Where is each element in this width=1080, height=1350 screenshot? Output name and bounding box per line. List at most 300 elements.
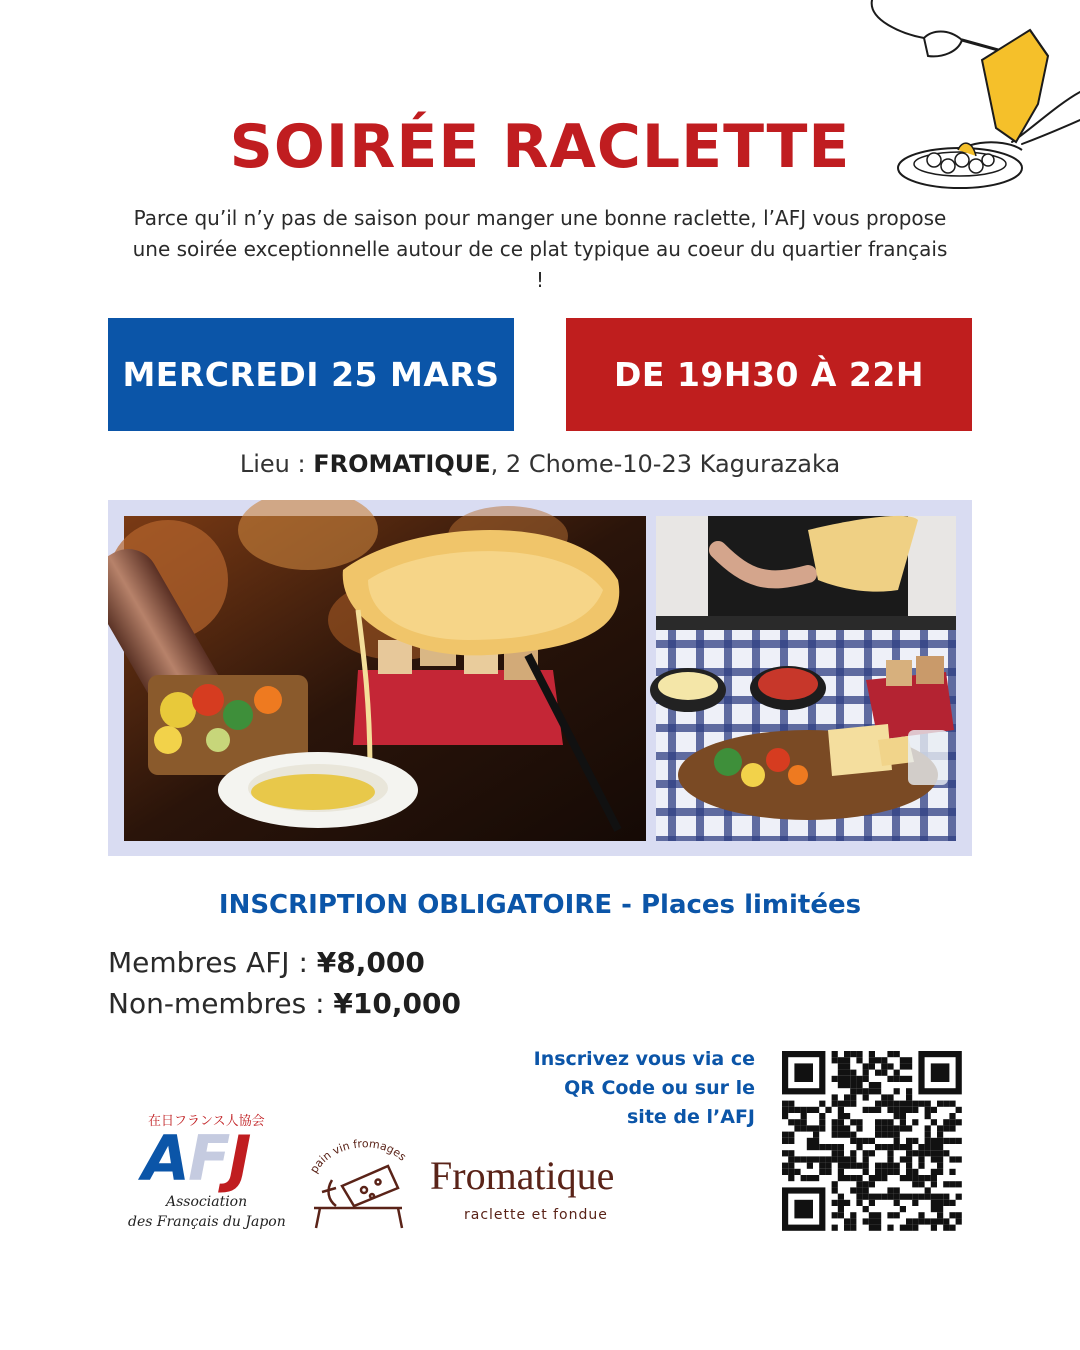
qr-module	[850, 1088, 856, 1094]
qr-module	[887, 1119, 893, 1125]
qr-module	[894, 1107, 900, 1113]
qr-module	[782, 1107, 788, 1113]
raclette-photo-table	[650, 516, 956, 841]
qr-module	[906, 1138, 912, 1144]
qr-module	[850, 1163, 856, 1169]
qr-module	[875, 1119, 881, 1125]
qr-module	[869, 1175, 875, 1181]
qr-module	[900, 1057, 906, 1063]
qr-module	[906, 1125, 912, 1131]
qr-finder-pattern	[794, 1063, 813, 1082]
qr-module	[869, 1107, 875, 1113]
qr-module	[850, 1156, 856, 1162]
qr-module	[850, 1119, 856, 1125]
qr-module	[844, 1082, 850, 1088]
qr-module	[782, 1169, 788, 1175]
qr-module	[838, 1063, 844, 1069]
time-text: DE 19H30 À 22H	[614, 355, 924, 394]
qr-module	[906, 1169, 912, 1175]
qr-module	[807, 1107, 813, 1113]
qr-module	[788, 1138, 794, 1144]
date-block	[108, 318, 514, 431]
afj-logo-japanese: 在日フランス人協会	[148, 1114, 265, 1129]
qr-module	[894, 1113, 900, 1119]
qr-module	[887, 1051, 893, 1057]
qr-module	[937, 1125, 943, 1131]
qr-module	[875, 1088, 881, 1094]
photo-collage	[108, 500, 972, 856]
qr-module	[900, 1119, 906, 1125]
qr-module	[894, 1163, 900, 1169]
qr-module	[894, 1138, 900, 1144]
qr-module	[838, 1076, 844, 1082]
qr-module	[850, 1094, 856, 1100]
qr-module	[956, 1138, 962, 1144]
qr-module	[900, 1225, 906, 1231]
qr-module	[931, 1194, 937, 1200]
qr-module	[807, 1156, 813, 1162]
qr-module	[894, 1051, 900, 1057]
qr-module	[832, 1076, 838, 1082]
qr-text-line2: QR Code ou sur le	[564, 1077, 755, 1099]
qr-module	[869, 1057, 875, 1063]
qr-module	[943, 1101, 949, 1107]
qr-module	[794, 1156, 800, 1162]
event-intro: Parce qu’il n’y pas de saison pour manger une bonne raclette, l’AFJ vous propose une soirée exceptionnelle autour de ce plat typique au coeur du quartier français !	[132, 206, 948, 292]
qr-module	[788, 1175, 794, 1181]
qr-module	[875, 1125, 881, 1131]
qr-module	[937, 1144, 943, 1150]
qr-module	[832, 1101, 838, 1107]
qr-module	[931, 1156, 937, 1162]
price-members-label: Membres AFJ :	[108, 946, 317, 979]
qr-module	[782, 1101, 788, 1107]
qr-module	[856, 1181, 862, 1187]
qr-module	[894, 1194, 900, 1200]
qr-module	[900, 1063, 906, 1069]
qr-module	[956, 1119, 962, 1125]
qr-module	[838, 1070, 844, 1076]
qr-module	[906, 1163, 912, 1169]
qr-module	[900, 1076, 906, 1082]
qr-module	[931, 1144, 937, 1150]
qr-module	[813, 1107, 819, 1113]
qr-module	[900, 1107, 906, 1113]
qr-module	[900, 1175, 906, 1181]
qr-module	[875, 1212, 881, 1218]
qr-module	[912, 1119, 918, 1125]
event-title: SOIRÉE RACLETTE	[229, 112, 851, 182]
qr-module	[875, 1070, 881, 1076]
qr-module	[844, 1070, 850, 1076]
qr-module	[832, 1225, 838, 1231]
qr-module	[912, 1200, 918, 1206]
qr-module	[931, 1150, 937, 1156]
qr-module	[782, 1113, 788, 1119]
qr-module	[844, 1063, 850, 1069]
qr-module	[801, 1125, 807, 1131]
qr-module	[832, 1119, 838, 1125]
qr-module	[850, 1150, 856, 1156]
afj-logo	[122, 1108, 292, 1238]
qr-module	[918, 1101, 924, 1107]
qr-module	[819, 1119, 825, 1125]
qr-module	[838, 1132, 844, 1138]
qr-module	[838, 1119, 844, 1125]
qr-module	[943, 1194, 949, 1200]
qr-text-line1: Inscrivez vous via ce	[533, 1048, 755, 1070]
qr-module	[838, 1057, 844, 1063]
qr-module	[881, 1063, 887, 1069]
qr-module	[819, 1169, 825, 1175]
qr-module	[906, 1144, 912, 1150]
price-non-members-label: Non-membres :	[108, 987, 334, 1020]
qr-module	[881, 1101, 887, 1107]
afj-logo-letters	[142, 1122, 249, 1195]
qr-module	[788, 1107, 794, 1113]
time-block	[566, 318, 972, 431]
qr-module	[887, 1212, 893, 1218]
qr-module	[838, 1125, 844, 1131]
qr-module	[943, 1150, 949, 1156]
qr-module	[949, 1113, 955, 1119]
qr-module	[894, 1200, 900, 1206]
qr-module	[869, 1088, 875, 1094]
qr-module	[943, 1138, 949, 1144]
qr-module	[906, 1057, 912, 1063]
qr-module	[850, 1187, 856, 1193]
qr-module	[912, 1138, 918, 1144]
qr-module	[869, 1138, 875, 1144]
qr-module	[875, 1194, 881, 1200]
qr-module	[863, 1194, 869, 1200]
qr-module	[881, 1163, 887, 1169]
qr-text-line3: site de l’AFJ	[627, 1106, 755, 1128]
qr-module	[863, 1181, 869, 1187]
qr-module	[869, 1194, 875, 1200]
qr-module	[918, 1218, 924, 1224]
qr-module	[788, 1169, 794, 1175]
qr-module	[788, 1101, 794, 1107]
qr-module	[931, 1119, 937, 1125]
qr-module	[807, 1138, 813, 1144]
venue-label: Lieu :	[239, 450, 314, 478]
qr-module	[807, 1144, 813, 1150]
qr-module	[881, 1169, 887, 1175]
qr-module	[850, 1132, 856, 1138]
qr-module	[869, 1082, 875, 1088]
qr-module	[838, 1175, 844, 1181]
qr-module	[912, 1225, 918, 1231]
qr-module	[869, 1218, 875, 1224]
qr-module	[943, 1200, 949, 1206]
qr-module	[925, 1125, 931, 1131]
qr-module	[931, 1138, 937, 1144]
qr-module	[887, 1125, 893, 1131]
qr-module	[856, 1088, 862, 1094]
afj-letter-a: A	[142, 1122, 188, 1195]
qr-module	[949, 1225, 955, 1231]
qr-module	[906, 1218, 912, 1224]
qr-module	[838, 1150, 844, 1156]
qr-module	[782, 1138, 788, 1144]
qr-module	[875, 1175, 881, 1181]
qr-module	[832, 1187, 838, 1193]
qr-module	[931, 1181, 937, 1187]
qr-module	[949, 1200, 955, 1206]
qr-module	[912, 1218, 918, 1224]
qr-module	[844, 1200, 850, 1206]
qr-module	[925, 1175, 931, 1181]
qr-module	[844, 1125, 850, 1131]
qr-module	[925, 1113, 931, 1119]
fromatique-logo-name: Fromatique	[430, 1153, 615, 1198]
qr-module	[850, 1138, 856, 1144]
qr-module	[838, 1200, 844, 1206]
qr-module	[931, 1206, 937, 1212]
afj-logo-association: Association	[166, 1194, 248, 1210]
qr-module	[832, 1094, 838, 1100]
qr-module	[869, 1150, 875, 1156]
qr-module	[838, 1107, 844, 1113]
qr-module	[856, 1119, 862, 1125]
price-non-members-value: ¥10,000	[333, 987, 461, 1020]
qr-module	[850, 1218, 856, 1224]
qr-module	[906, 1156, 912, 1162]
qr-module	[788, 1119, 794, 1125]
qr-module	[900, 1144, 906, 1150]
qr-module	[918, 1194, 924, 1200]
qr-module	[918, 1156, 924, 1162]
qr-module	[949, 1125, 955, 1131]
qr-module	[819, 1163, 825, 1169]
qr-module	[844, 1076, 850, 1082]
qr-module	[869, 1063, 875, 1069]
qr-module	[794, 1119, 800, 1125]
qr-module	[813, 1144, 819, 1150]
qr-module	[856, 1163, 862, 1169]
qr-module	[894, 1187, 900, 1193]
qr-module	[863, 1150, 869, 1156]
qr-module	[863, 1169, 869, 1175]
qr-module	[850, 1076, 856, 1082]
qr-module	[813, 1125, 819, 1131]
qr-module	[844, 1101, 850, 1107]
qr-module	[788, 1156, 794, 1162]
price-members	[108, 946, 425, 979]
qr-module	[801, 1119, 807, 1125]
qr-module	[832, 1051, 838, 1057]
qr-module	[918, 1212, 924, 1218]
qr-module	[912, 1150, 918, 1156]
qr-module	[925, 1138, 931, 1144]
qr-module	[813, 1132, 819, 1138]
qr-module	[844, 1225, 850, 1231]
qr-module	[832, 1212, 838, 1218]
qr-module	[937, 1156, 943, 1162]
qr-module	[918, 1144, 924, 1150]
qr-module	[807, 1125, 813, 1131]
qr-module	[943, 1181, 949, 1187]
qr-module	[900, 1125, 906, 1131]
qr-module	[887, 1094, 893, 1100]
qr-module	[937, 1132, 943, 1138]
qr-module	[863, 1163, 869, 1169]
qr-module	[881, 1119, 887, 1125]
qr-code[interactable]	[772, 1043, 972, 1239]
qr-module	[856, 1051, 862, 1057]
qr-module	[931, 1107, 937, 1113]
afj-letter-f: F	[187, 1122, 229, 1195]
qr-module	[956, 1194, 962, 1200]
qr-module	[956, 1107, 962, 1113]
qr-module	[887, 1107, 893, 1113]
price-members-value: ¥8,000	[316, 946, 425, 979]
qr-module	[937, 1218, 943, 1224]
qr-module	[925, 1218, 931, 1224]
qr-module	[856, 1194, 862, 1200]
qr-module	[881, 1125, 887, 1131]
qr-module	[801, 1175, 807, 1181]
qr-module	[801, 1107, 807, 1113]
qr-module	[838, 1101, 844, 1107]
qr-module	[838, 1144, 844, 1150]
qr-module	[825, 1156, 831, 1162]
fromatique-arc-text: pain vin fromages	[307, 1137, 409, 1176]
qr-module	[875, 1132, 881, 1138]
qr-module	[906, 1101, 912, 1107]
qr-module	[887, 1225, 893, 1231]
qr-module	[863, 1218, 869, 1224]
qr-module	[788, 1132, 794, 1138]
qr-module	[850, 1082, 856, 1088]
qr-module	[894, 1212, 900, 1218]
qr-module	[937, 1169, 943, 1175]
qr-module	[887, 1101, 893, 1107]
qr-module	[925, 1150, 931, 1156]
qr-module	[887, 1076, 893, 1082]
qr-module	[856, 1200, 862, 1206]
qr-module	[863, 1107, 869, 1113]
qr-module	[900, 1194, 906, 1200]
qr-module	[881, 1057, 887, 1063]
qr-module	[931, 1218, 937, 1224]
qr-module	[819, 1113, 825, 1119]
qr-module	[937, 1101, 943, 1107]
qr-module	[844, 1051, 850, 1057]
qr-module	[887, 1156, 893, 1162]
qr-module	[906, 1088, 912, 1094]
date-text: MERCREDI 25 MARS	[122, 355, 500, 394]
qr-module	[856, 1144, 862, 1150]
qr-module	[863, 1076, 869, 1082]
qr-module	[925, 1194, 931, 1200]
qr-module	[906, 1107, 912, 1113]
qr-module	[956, 1181, 962, 1187]
qr-module	[894, 1070, 900, 1076]
qr-code-image	[772, 1043, 972, 1239]
qr-module	[887, 1132, 893, 1138]
qr-module	[881, 1175, 887, 1181]
qr-module	[887, 1150, 893, 1156]
qr-module	[844, 1094, 850, 1100]
qr-module	[832, 1150, 838, 1156]
qr-module	[838, 1169, 844, 1175]
qr-module	[788, 1150, 794, 1156]
qr-module	[875, 1082, 881, 1088]
qr-module	[819, 1144, 825, 1150]
qr-module	[906, 1150, 912, 1156]
qr-module	[813, 1175, 819, 1181]
qr-module	[918, 1181, 924, 1187]
qr-module	[856, 1082, 862, 1088]
qr-module	[875, 1169, 881, 1175]
qr-module	[832, 1156, 838, 1162]
qr-module	[832, 1144, 838, 1150]
qr-module	[906, 1225, 912, 1231]
qr-module	[844, 1113, 850, 1119]
qr-module	[931, 1200, 937, 1206]
qr-module	[782, 1163, 788, 1169]
qr-module	[887, 1163, 893, 1169]
qr-module	[875, 1225, 881, 1231]
qr-module	[925, 1187, 931, 1193]
qr-module	[850, 1070, 856, 1076]
qr-module	[863, 1063, 869, 1069]
qr-module	[918, 1150, 924, 1156]
qr-module	[894, 1101, 900, 1107]
qr-module	[856, 1175, 862, 1181]
qr-module	[869, 1200, 875, 1206]
qr-module	[900, 1113, 906, 1119]
qr-module	[906, 1076, 912, 1082]
qr-module	[869, 1051, 875, 1057]
qr-module	[869, 1225, 875, 1231]
raclette-photo-machine	[108, 500, 646, 841]
afj-logo-subtitle: des Français du Japon	[128, 1214, 286, 1230]
qr-module	[801, 1113, 807, 1119]
qr-module	[887, 1187, 893, 1193]
qr-module	[850, 1225, 856, 1231]
qr-module	[813, 1138, 819, 1144]
qr-finder-pattern	[794, 1200, 813, 1219]
qr-module	[807, 1163, 813, 1169]
qr-module	[925, 1107, 931, 1113]
qr-module	[782, 1150, 788, 1156]
qr-module	[918, 1175, 924, 1181]
photo-frame	[108, 500, 972, 856]
qr-module	[863, 1138, 869, 1144]
qr-module	[900, 1206, 906, 1212]
qr-module	[875, 1101, 881, 1107]
qr-module	[906, 1194, 912, 1200]
qr-module	[850, 1051, 856, 1057]
qr-module	[844, 1132, 850, 1138]
qr-module	[881, 1132, 887, 1138]
qr-module	[912, 1181, 918, 1187]
qr-module	[856, 1125, 862, 1131]
qr-module	[832, 1125, 838, 1131]
qr-module	[956, 1218, 962, 1224]
qr-module	[838, 1194, 844, 1200]
afj-letter-j: J	[228, 1122, 250, 1195]
qr-module	[782, 1132, 788, 1138]
qr-module	[887, 1194, 893, 1200]
qr-module	[881, 1194, 887, 1200]
fromatique-logo-icon	[302, 1130, 414, 1234]
qr-module	[949, 1138, 955, 1144]
qr-module	[949, 1119, 955, 1125]
